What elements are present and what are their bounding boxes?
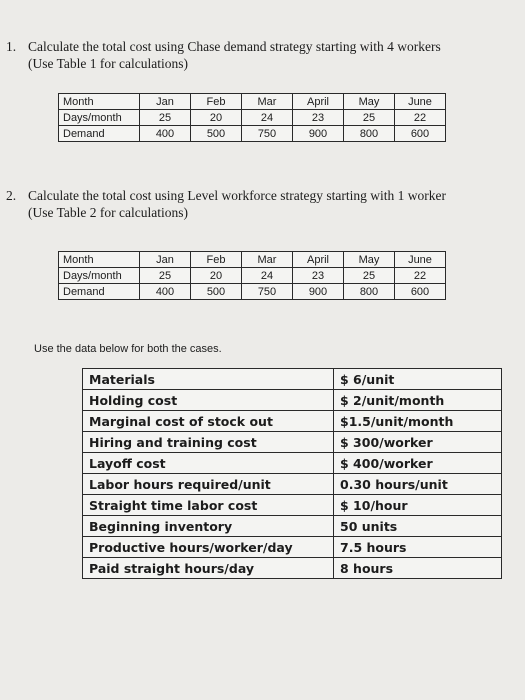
table-row bbox=[83, 474, 502, 495]
param-name: Straight time labor cost bbox=[83, 495, 334, 516]
table-row-month bbox=[59, 252, 446, 268]
demand-cell: 900 bbox=[293, 284, 344, 300]
param-value: $ 6/unit bbox=[334, 369, 502, 390]
param-value: $ 2/unit/month bbox=[334, 390, 502, 411]
demand-cell: 800 bbox=[344, 126, 395, 142]
param-name: Layoff cost bbox=[83, 453, 334, 474]
demand-cell: 400 bbox=[140, 126, 191, 142]
demand-cell: 500 bbox=[191, 126, 242, 142]
demand-cell: 400 bbox=[140, 284, 191, 300]
table-row bbox=[83, 432, 502, 453]
param-name: Materials bbox=[83, 369, 334, 390]
param-name: Labor hours required/unit bbox=[83, 474, 334, 495]
table-row bbox=[83, 558, 502, 579]
days-cell: 25 bbox=[344, 110, 395, 126]
table-row-days bbox=[59, 110, 446, 126]
question-2-text: Calculate the total cost using Level workforce strategy starting with 1 worker bbox=[28, 188, 446, 203]
demand-cell: 900 bbox=[293, 126, 344, 142]
param-name: Hiring and training cost bbox=[83, 432, 334, 453]
days-cell: 24 bbox=[242, 268, 293, 284]
table-row bbox=[83, 369, 502, 390]
table-row bbox=[83, 453, 502, 474]
table-row bbox=[83, 495, 502, 516]
days-cell: 20 bbox=[191, 110, 242, 126]
demand-table-2 bbox=[58, 251, 446, 300]
question-1-subtext: (Use Table 1 for calculations) bbox=[28, 56, 188, 71]
question-1-number: 1. bbox=[6, 39, 17, 54]
month-cell: Mar bbox=[242, 94, 293, 110]
month-cell: May bbox=[344, 252, 395, 268]
param-value: $ 400/worker bbox=[334, 453, 502, 474]
table-row-days bbox=[59, 268, 446, 284]
days-cell: 20 bbox=[191, 268, 242, 284]
days-cell: 22 bbox=[395, 268, 446, 284]
month-cell: June bbox=[395, 252, 446, 268]
table-row bbox=[83, 516, 502, 537]
question-2-number: 2. bbox=[6, 188, 17, 203]
parameters-table bbox=[82, 368, 502, 579]
month-cell: April bbox=[293, 94, 344, 110]
row-label: Days/month bbox=[59, 268, 140, 284]
demand-cell: 600 bbox=[395, 126, 446, 142]
param-value: $ 10/hour bbox=[334, 495, 502, 516]
row-label: Demand bbox=[59, 126, 140, 142]
row-label: Demand bbox=[59, 284, 140, 300]
question-1-text: Calculate the total cost using Chase demand strategy starting with 4 workers bbox=[28, 39, 441, 54]
param-value: 8 hours bbox=[334, 558, 502, 579]
month-cell: Jan bbox=[140, 94, 191, 110]
param-name: Marginal cost of stock out bbox=[83, 411, 334, 432]
days-cell: 23 bbox=[293, 110, 344, 126]
param-value: $ 300/worker bbox=[334, 432, 502, 453]
days-cell: 25 bbox=[140, 110, 191, 126]
demand-cell: 800 bbox=[344, 284, 395, 300]
row-label: Month bbox=[59, 94, 140, 110]
demand-cell: 750 bbox=[242, 284, 293, 300]
question-2 bbox=[6, 187, 446, 221]
table-row bbox=[83, 390, 502, 411]
row-label: Days/month bbox=[59, 110, 140, 126]
param-value: 0.30 hours/unit bbox=[334, 474, 502, 495]
row-label: Month bbox=[59, 252, 140, 268]
days-cell: 25 bbox=[344, 268, 395, 284]
days-cell: 22 bbox=[395, 110, 446, 126]
param-name: Paid straight hours/day bbox=[83, 558, 334, 579]
table-row-month bbox=[59, 94, 446, 110]
days-cell: 24 bbox=[242, 110, 293, 126]
shared-data-note: Use the data below for both the cases. bbox=[34, 343, 222, 355]
question-2-subtext: (Use Table 2 for calculations) bbox=[28, 205, 188, 220]
param-name: Beginning inventory bbox=[83, 516, 334, 537]
param-name: Productive hours/worker/day bbox=[83, 537, 334, 558]
month-cell: Jan bbox=[140, 252, 191, 268]
days-cell: 23 bbox=[293, 268, 344, 284]
demand-table-1 bbox=[58, 93, 446, 142]
month-cell: Feb bbox=[191, 252, 242, 268]
demand-cell: 750 bbox=[242, 126, 293, 142]
table-row bbox=[83, 537, 502, 558]
table-row-demand bbox=[59, 284, 446, 300]
month-cell: Mar bbox=[242, 252, 293, 268]
question-1 bbox=[6, 38, 441, 72]
demand-cell: 600 bbox=[395, 284, 446, 300]
demand-cell: 500 bbox=[191, 284, 242, 300]
table-row bbox=[83, 411, 502, 432]
month-cell: May bbox=[344, 94, 395, 110]
param-value: $1.5/unit/month bbox=[334, 411, 502, 432]
param-name: Holding cost bbox=[83, 390, 334, 411]
days-cell: 25 bbox=[140, 268, 191, 284]
month-cell: Feb bbox=[191, 94, 242, 110]
table-row-demand bbox=[59, 126, 446, 142]
param-value: 50 units bbox=[334, 516, 502, 537]
param-value: 7.5 hours bbox=[334, 537, 502, 558]
month-cell: June bbox=[395, 94, 446, 110]
month-cell: April bbox=[293, 252, 344, 268]
